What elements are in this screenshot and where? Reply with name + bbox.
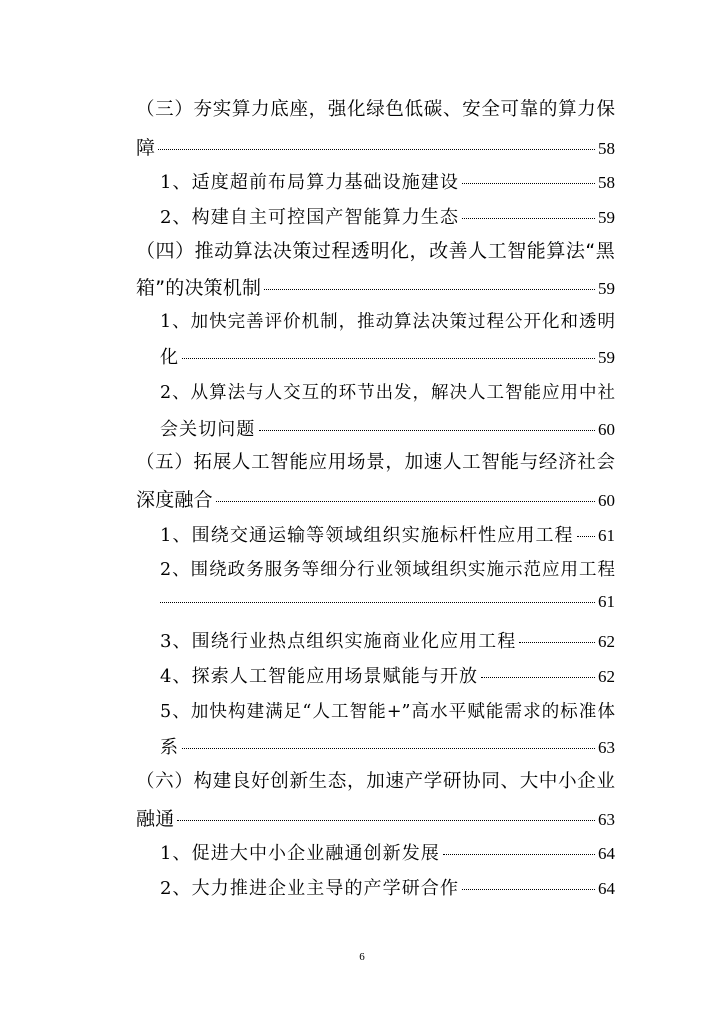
- toc-item-5-2-line1[interactable]: 2、围绕政务服务等细分行业领域组织实施示范应用工程: [160, 560, 615, 580]
- toc-section-3-entry[interactable]: [136, 133, 615, 160]
- toc-item-5-5-line1[interactable]: 5、加快构建满足“人工智能+”高水平赋能需求的标准体: [160, 702, 615, 722]
- toc-page-number: 61: [598, 526, 615, 545]
- toc-item-title: 4、探索人工智能应用场景赋能与开放: [160, 666, 479, 687]
- toc-item-title-line2: 化: [160, 347, 180, 368]
- toc-page-number: 64: [598, 844, 615, 863]
- toc-page-number: 60: [598, 491, 615, 510]
- toc-page-number: 63: [598, 810, 615, 829]
- toc-page-number: 62: [598, 632, 615, 651]
- toc-item-title: 1、适度超前布局算力基础设施建设: [160, 172, 460, 193]
- dot-leader: [160, 602, 595, 603]
- toc-item-5-1[interactable]: [160, 521, 615, 547]
- toc-item-3-2[interactable]: [160, 203, 615, 229]
- toc-item-title: 1、围绕交通运输等领域组织实施标杆性应用工程: [160, 525, 574, 546]
- toc-item-4-2-line1[interactable]: 2、从算法与人交互的环节出发，解决人工智能应用中社: [160, 383, 615, 403]
- toc-item-6-2[interactable]: [160, 874, 615, 900]
- toc-item-5-4[interactable]: [160, 662, 615, 688]
- toc-page-number: 61: [598, 592, 615, 611]
- toc-page-number: 60: [598, 420, 615, 439]
- dot-leader: [577, 536, 595, 537]
- dot-leader: [443, 854, 595, 855]
- dot-leader: [462, 889, 595, 890]
- toc-section-4-entry[interactable]: [136, 273, 615, 300]
- toc-item-4-1-entry[interactable]: [160, 343, 615, 369]
- toc-page-number: 59: [598, 208, 615, 227]
- dot-leader: [481, 677, 595, 678]
- toc-item-title-line2: 系: [160, 737, 180, 758]
- toc-page-number: 58: [598, 173, 615, 192]
- toc-item-5-2-entry[interactable]: [160, 592, 615, 612]
- dot-leader: [216, 501, 595, 502]
- toc-page-number: 59: [598, 279, 615, 298]
- footer-page-number: 6: [359, 951, 365, 963]
- dot-leader: [182, 358, 595, 359]
- toc-item-title: 1、促进大中小企业融通创新发展: [160, 843, 440, 864]
- toc-section-6-title-line2: 融通: [136, 808, 175, 830]
- toc-section-5-entry[interactable]: [136, 485, 615, 512]
- dot-leader: [177, 820, 595, 821]
- dot-leader: [264, 289, 595, 290]
- toc-section-3-title-line2: 障: [136, 137, 156, 159]
- toc-page-number: 64: [598, 879, 615, 898]
- toc-item-5-3[interactable]: [160, 627, 615, 653]
- toc-item-title: 2、大力推进企业主导的产学研合作: [160, 878, 460, 899]
- toc-section-5-title-line1[interactable]: （五）拓展人工智能应用场景，加速人工智能与经济社会: [136, 452, 615, 473]
- toc-item-6-1[interactable]: [160, 839, 615, 865]
- toc-page-number: 58: [598, 139, 615, 158]
- dot-leader: [519, 642, 595, 643]
- toc-page-number: 62: [598, 667, 615, 686]
- toc-section-6-title-line1[interactable]: （六）构建良好创新生态，加速产学研协同、大中小企业: [136, 771, 615, 792]
- dot-leader: [462, 218, 595, 219]
- toc-item-4-1-line1[interactable]: 1、加快完善评价机制，推动算法决策过程公开化和透明: [160, 312, 615, 332]
- toc-item-3-1[interactable]: [160, 168, 615, 194]
- toc-page-number: 63: [598, 738, 615, 757]
- toc-item-5-5-entry[interactable]: [160, 733, 615, 759]
- toc-item-title: 3、围绕行业热点组织实施商业化应用工程: [160, 631, 517, 652]
- toc-item-4-2-entry[interactable]: [160, 415, 615, 441]
- dot-leader: [462, 183, 595, 184]
- toc-section-6-entry[interactable]: [136, 804, 615, 831]
- toc-section-4-title-line2: 箱”的决策机制: [136, 277, 262, 299]
- toc-section-4-title-line1[interactable]: （四）推动算法决策过程透明化，改善人工智能算法“黑: [136, 240, 615, 262]
- dot-leader: [259, 430, 596, 431]
- toc-item-title: 2、构建自主可控国产智能算力生态: [160, 207, 460, 228]
- toc-section-3-title-line1[interactable]: （三）夯实算力底座，强化绿色低碳、安全可靠的算力保: [136, 99, 615, 120]
- toc-section-5-title-line2: 深度融合: [136, 489, 213, 511]
- toc-item-title-line2: 会关切问题: [160, 419, 256, 440]
- dot-leader: [158, 149, 595, 150]
- toc-page-number: 59: [598, 348, 615, 367]
- dot-leader: [182, 748, 595, 749]
